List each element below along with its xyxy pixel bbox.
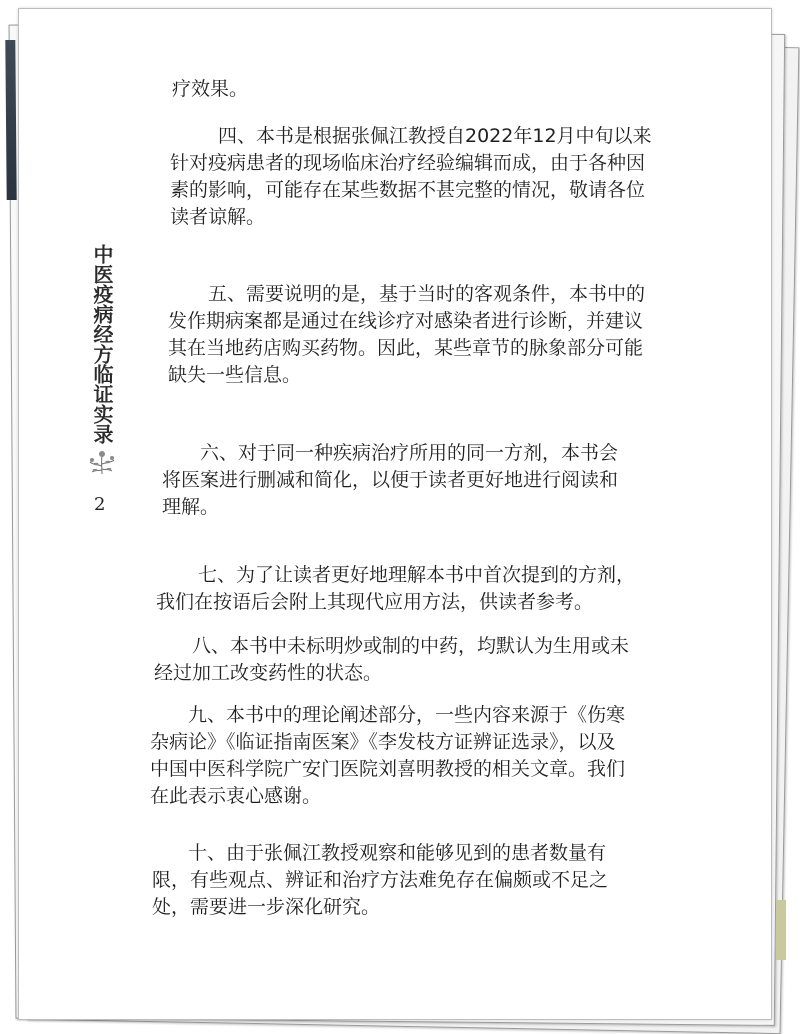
paragraph-item-7 bbox=[148, 562, 635, 616]
text-line: 六、对于同一种疾病治疗所用的同一方剂，本书会 bbox=[200, 442, 619, 464]
paragraph-item-10 bbox=[148, 840, 608, 921]
paragraph-continuation bbox=[172, 76, 248, 103]
text-line: 八、本书中未标明炒或制的中药，均默认为生用或未 bbox=[192, 635, 630, 657]
flower-ornament-icon bbox=[86, 448, 118, 476]
paragraph-item-9 bbox=[148, 702, 625, 810]
paragraph-item-6 bbox=[148, 440, 618, 521]
text-line: 七、为了让读者更好地理解本书中首次提到的方剂， bbox=[198, 564, 636, 586]
text-line: 缺失一些信息。 bbox=[168, 364, 302, 386]
text-line: 十、由于张佩江教授观察和能够见到的患者数量有 bbox=[188, 842, 607, 864]
text-line: 经过加工改变药性的状态。 bbox=[154, 662, 383, 684]
running-title: 中医疫病经方临证实录 bbox=[90, 244, 114, 444]
text-line: 疗效果。 bbox=[172, 78, 249, 100]
text-line: 五、需要说明的是，基于当时的客观条件，本书中的 bbox=[208, 283, 646, 305]
text-line: 针对疫病患者的现场临床治疗经验编辑而成，由于各种因 bbox=[170, 152, 646, 174]
paragraph-item-8 bbox=[148, 633, 629, 687]
text-line: 在此表示衷心感谢。 bbox=[150, 785, 322, 807]
paragraph-item-4 bbox=[148, 123, 652, 231]
text-line: 杂病论》《临证指南医案》《李发枝方证辨证选录》，以及 bbox=[150, 731, 616, 753]
text-line: 发作期病案都是通过在线诊疗对感染者进行诊断，并建议 bbox=[168, 310, 644, 332]
book-cover-edge bbox=[776, 900, 786, 960]
text-line: 处，需要进一步深化研究。 bbox=[152, 896, 381, 918]
paragraph-item-5 bbox=[148, 281, 645, 389]
text-line: 九、本书中的理论阐述部分，一些内容来源于《伤寒 bbox=[188, 704, 626, 726]
text-line: 四、本书是根据张佩江教授自2022年12月中旬以来 bbox=[218, 125, 652, 147]
text-line: 素的影响，可能存在某些数据不甚完整的情况，敬请各位 bbox=[170, 179, 646, 201]
text-line: 其在当地药店购买药物。因此，某些章节的脉象部分可能 bbox=[168, 337, 644, 359]
book-cover-edge bbox=[5, 40, 16, 200]
text-line: 理解。 bbox=[162, 496, 220, 518]
text-line: 我们在按语后会附上其现代应用方法，供读者参考。 bbox=[156, 591, 594, 613]
text-line: 限，有些观点、辨证和治疗方法难免存在偏颇或不足之 bbox=[152, 869, 609, 891]
text-line: 中国中医科学院广安门医院刘喜明教授的相关文章。我们 bbox=[150, 758, 626, 780]
text-line: 将医案进行删减和简化，以便于读者更好地进行阅读和 bbox=[162, 469, 619, 491]
page-number: 2 bbox=[94, 494, 106, 515]
text-line: 读者谅解。 bbox=[170, 206, 266, 228]
